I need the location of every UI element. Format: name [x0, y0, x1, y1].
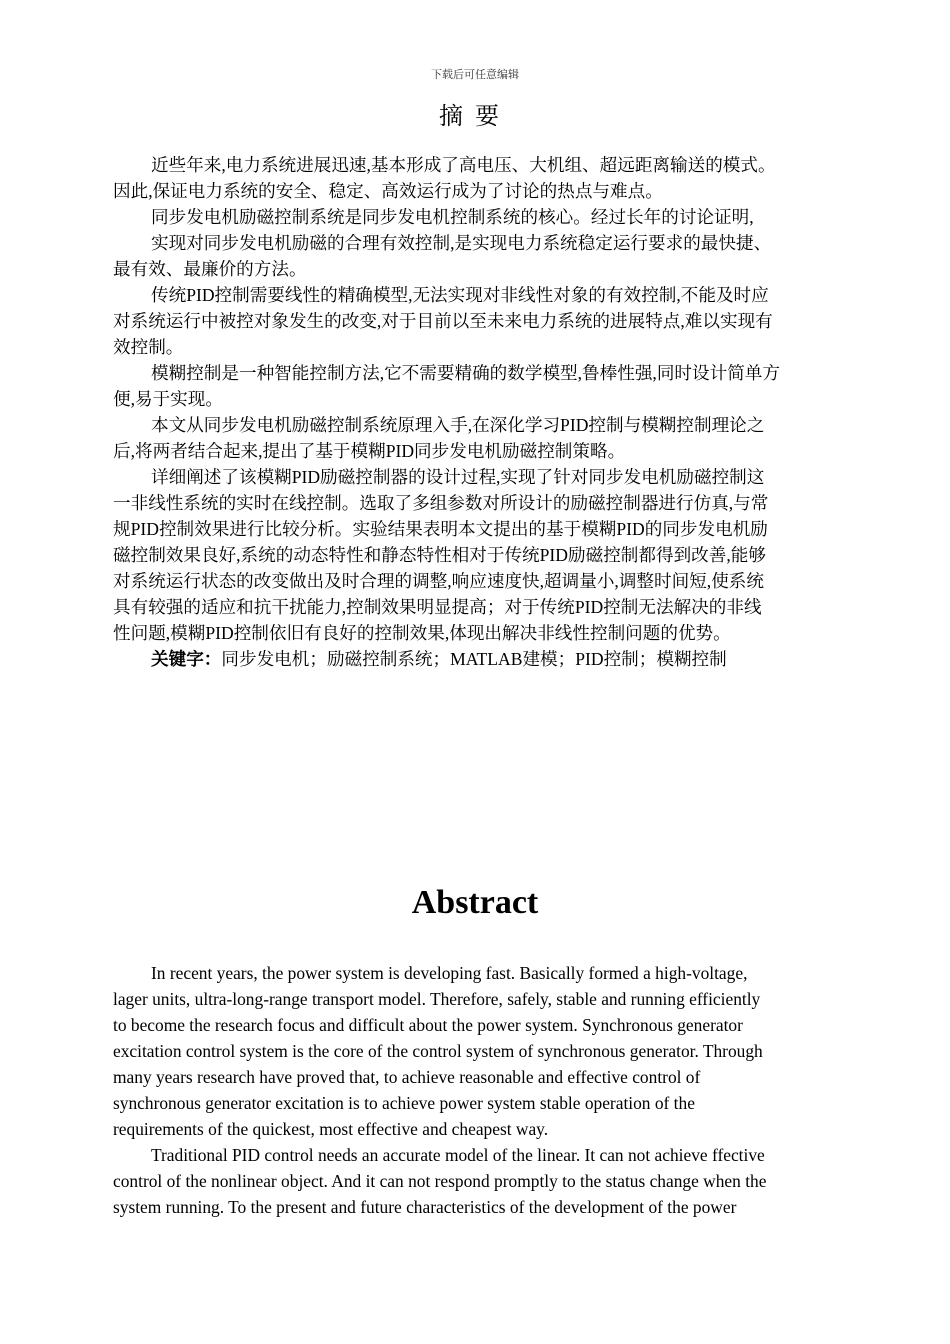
text-line: 传统PID控制需要线性的精确模型,无法实现对非线性对象的有效控制,不能及时应 — [151, 285, 769, 305]
text-line: 便,易于实现。 — [113, 389, 223, 409]
text-line: 效控制。 — [113, 337, 184, 357]
text-line: 对系统运行状态的改变做出及时合理的调整,响应速度快,超调量小,调整时间短,使系统 — [113, 571, 764, 591]
keywords-label: 关键字： — [151, 649, 222, 669]
text-line: many years research have proved that, to achieve reasonable and effective control of — [113, 1067, 701, 1087]
text-line: 近些年来,电力系统进展迅速,基本形成了高电压、大机组、超远距离输送的模式。 — [151, 155, 776, 175]
english-abstract-title: Abstract — [411, 884, 539, 921]
chinese-abstract-body — [113, 152, 837, 672]
text-line: synchronous generator excitation is to achieve power system stable operation of the — [113, 1093, 695, 1113]
text-line: system running. To the present and future characteristics of the development of the power — [113, 1197, 737, 1217]
text-line: 后,将两者结合起来,提出了基于模糊PID同步发电机励磁控制策略。 — [113, 441, 626, 461]
text-line: 最有效、最廉价的方法。 — [113, 259, 307, 279]
text-line: 一非线性系统的实时在线控制。选取了多组参数对所设计的励磁控制器进行仿真,与常 — [113, 493, 769, 513]
text-line: In recent years, the power system is developing fast. Basically formed a high-voltage, — [151, 963, 748, 983]
text-line: 同步发电机励磁控制系统是同步发电机控制系统的核心。经过长年的讨论证明, — [151, 207, 754, 227]
chinese-abstract-title: 摘要 — [439, 102, 511, 130]
text-line: 具有较强的适应和抗干扰能力,控制效果明显提高；对于传统PID控制无法解决的非线 — [113, 597, 762, 617]
text-line: 因此,保证电力系统的安全、稳定、高效运行成为了讨论的热点与难点。 — [113, 181, 663, 201]
text-line: control of the nonlinear object. And it can not respond promptly to the status change when the — [113, 1171, 767, 1191]
text-line: 对系统运行中被控对象发生的改变,对于目前以至未来电力系统的进展特点,难以实现有 — [113, 311, 773, 331]
keywords-text: 同步发电机；励磁控制系统；MATLAB建模；PID控制；模糊控制 — [221, 649, 727, 669]
text-line: 磁控制效果良好,系统的动态特性和静态特性相对于传统PID励磁控制都得到改善,能够 — [113, 545, 766, 565]
english-abstract-body — [113, 960, 837, 1220]
text-line: lager units, ultra-long-range transport model. Therefore, safely, stable and running efficiently — [113, 989, 761, 1009]
text-line: Traditional PID control needs an accurate model of the linear. It can not achieve ffective — [151, 1145, 765, 1165]
text-line: 本文从同步发电机励磁控制系统原理入手,在深化学习PID控制与模糊控制理论之 — [151, 415, 765, 435]
page-header: 下载后可任意编辑 — [431, 69, 519, 81]
text-line: 详细阐述了该模糊PID励磁控制器的设计过程,实现了针对同步发电机励磁控制这 — [151, 467, 765, 487]
text-line: excitation control system is the core of the control system of synchronous generator. Through — [113, 1041, 763, 1061]
text-line: 模糊控制是一种智能控制方法,它不需要精确的数学模型,鲁棒性强,同时设计简单方 — [151, 363, 780, 383]
text-line: 规PID控制效果进行比较分析。实验结果表明本文提出的基于模糊PID的同步发电机励 — [113, 519, 768, 539]
text-line: requirements of the quickest, most effective and cheapest way. — [113, 1119, 549, 1139]
text-line: 实现对同步发电机励磁的合理有效控制,是实现电力系统稳定运行要求的最快捷、 — [151, 233, 772, 253]
text-line: to become the research focus and difficult about the power system. Synchronous generator — [113, 1015, 743, 1035]
text-line: 性问题,模糊PID控制依旧有良好的控制效果,体现出解决非线性控制问题的优势。 — [113, 623, 731, 643]
keywords-line — [113, 646, 837, 672]
